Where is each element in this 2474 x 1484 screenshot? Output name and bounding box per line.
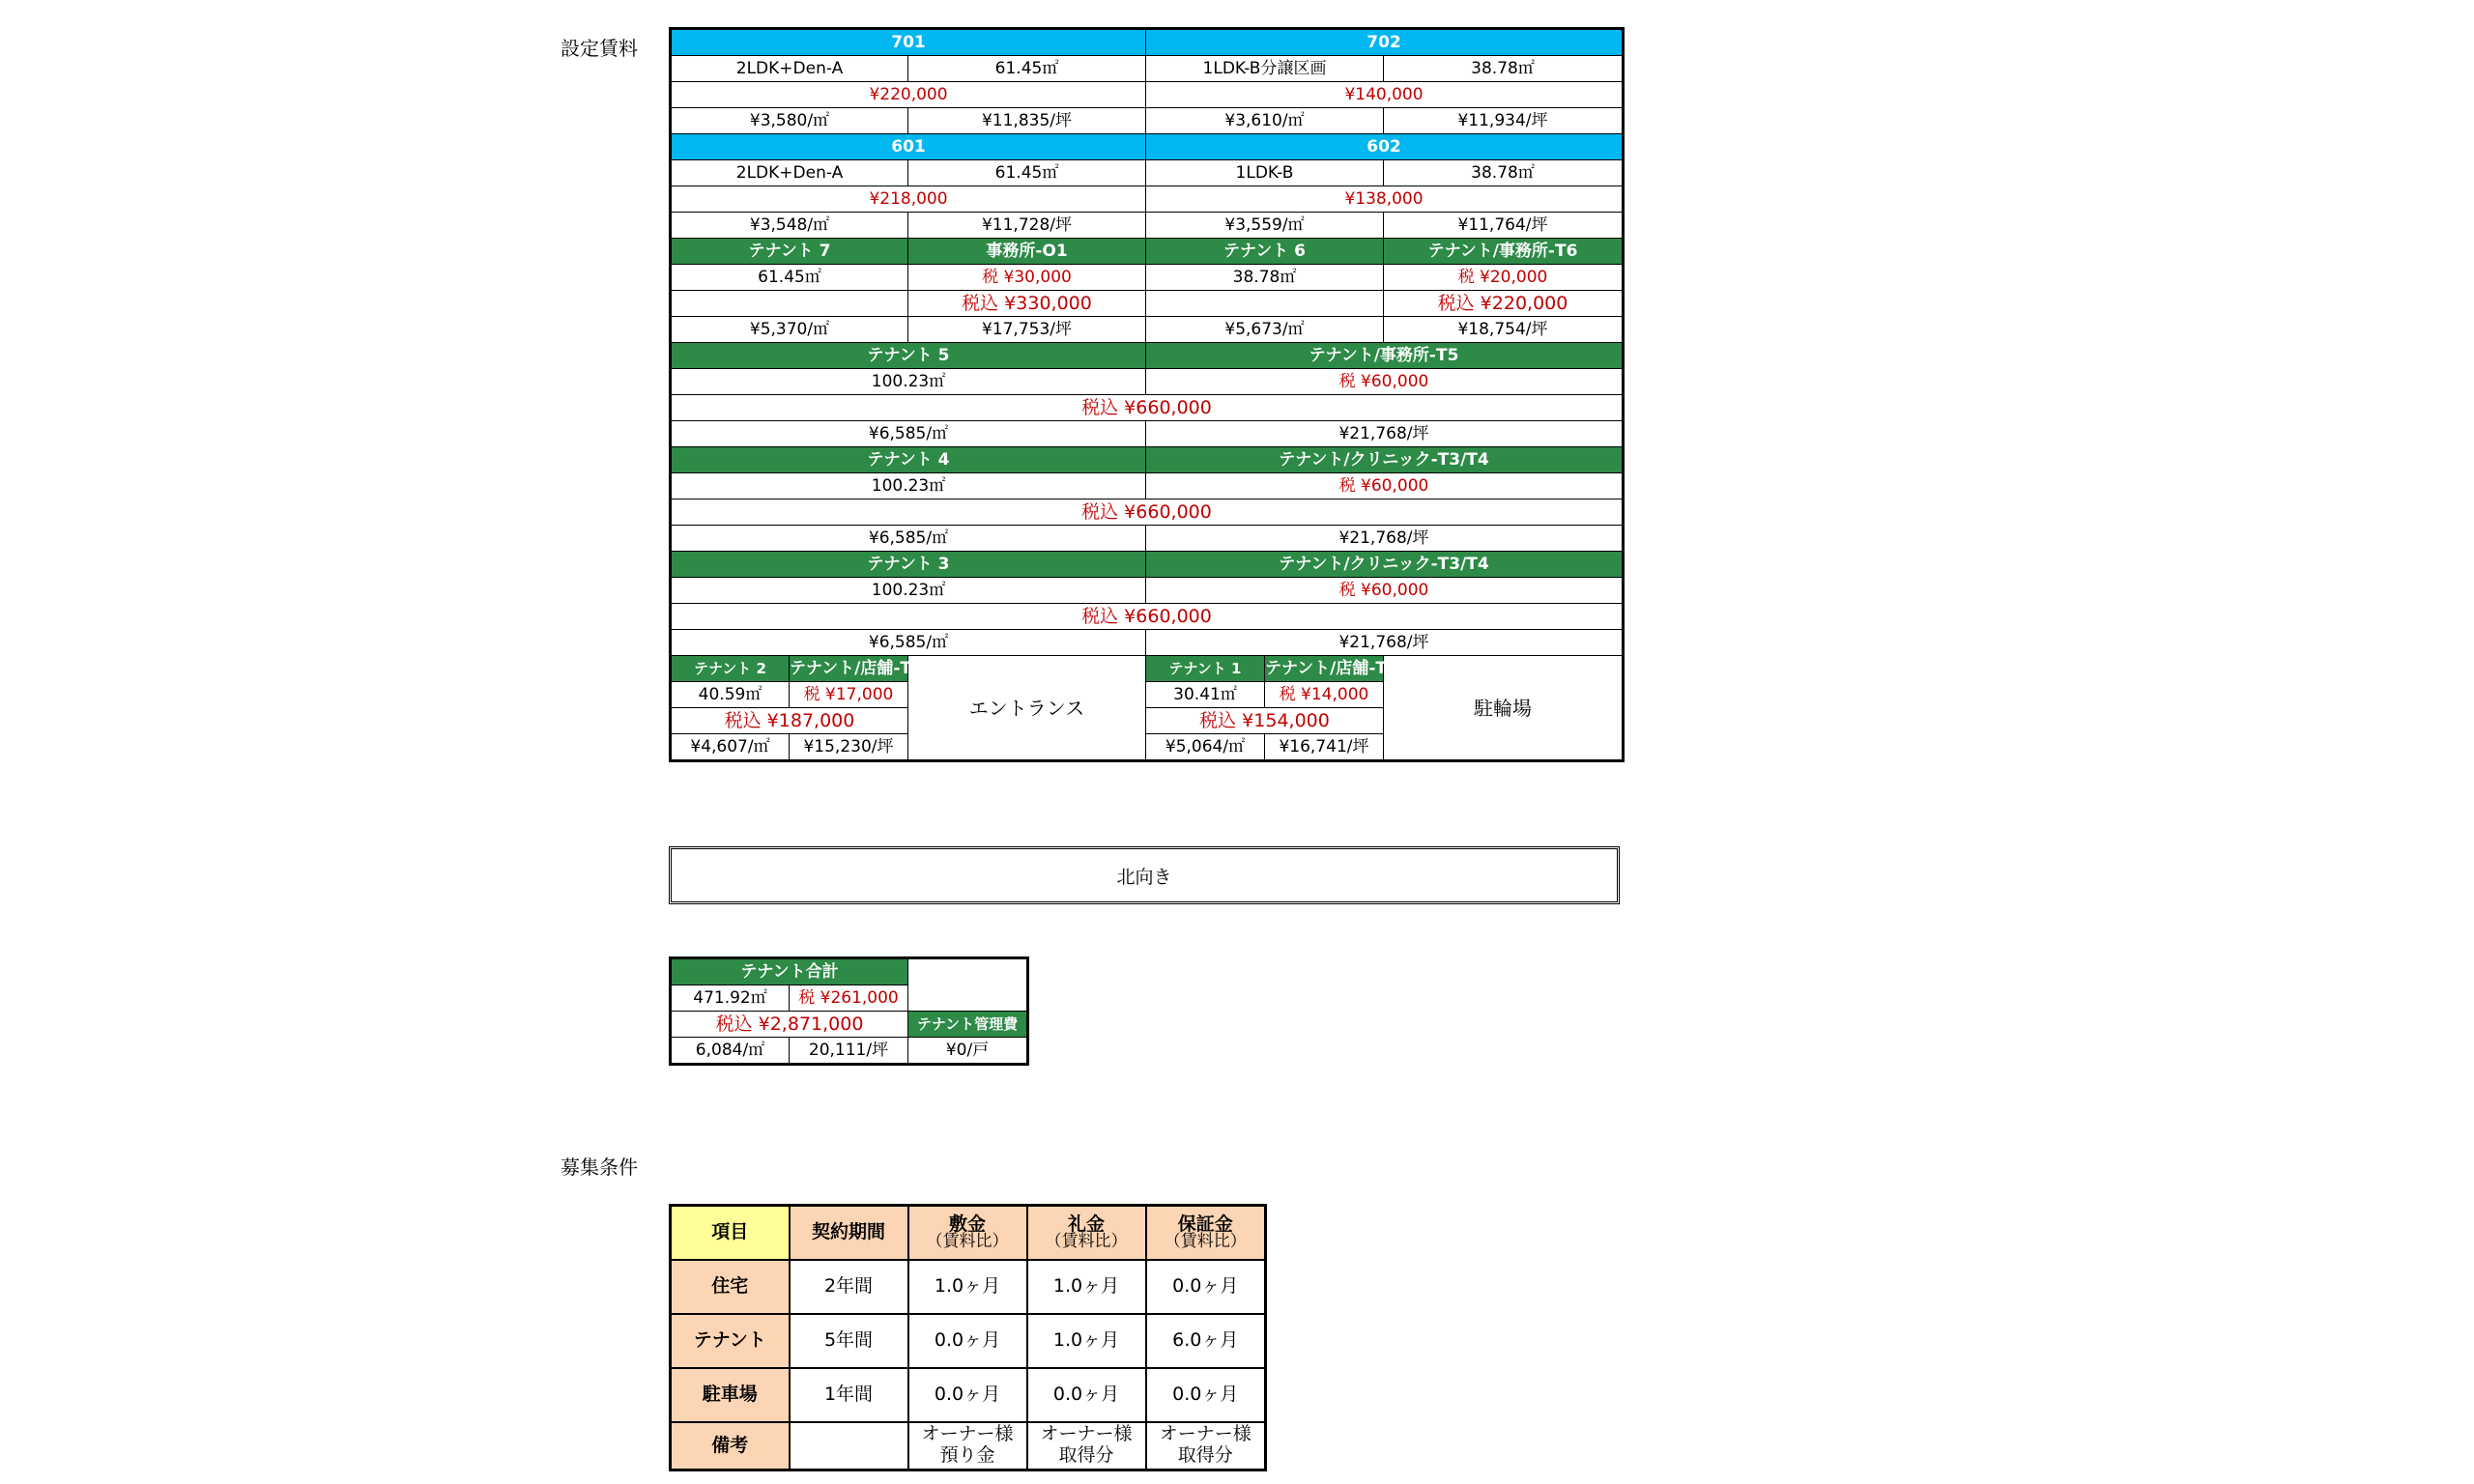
cond-housing-key: 1.0ヶ月 (1027, 1260, 1146, 1314)
tenant-total-amount: 税込 ¥2,871,000 (671, 1012, 908, 1038)
tenant4-name: テナント 4 (671, 447, 1146, 473)
tenant2-name: テナント 2 (671, 656, 790, 682)
cond-parking-key: 0.0ヶ月 (1027, 1368, 1146, 1422)
tenant1-tsubo: ¥16,741/坪 (1265, 734, 1384, 761)
cond-tenant-deposit: 0.0ヶ月 (908, 1314, 1027, 1368)
tenant2-area: 40.59㎡ (671, 682, 790, 708)
tenant6-total: 税込 ¥220,000 (1384, 291, 1624, 317)
tenant1-total: 税込 ¥154,000 (1146, 708, 1384, 734)
unit-602-tsubo: ¥11,764/坪 (1384, 213, 1624, 239)
tenant7-type: 事務所-O1 (908, 239, 1146, 265)
unit-601-plan: 2LDK+Den-A (671, 160, 908, 186)
unit-602-price: ¥138,000 (1146, 186, 1624, 213)
unit-702-price: ¥140,000 (1146, 82, 1624, 108)
cond-housing-guarantee: 0.0ヶ月 (1146, 1260, 1266, 1314)
tenant2-total: 税込 ¥187,000 (671, 708, 908, 734)
cond-tenant-key: 1.0ヶ月 (1027, 1314, 1146, 1368)
cond-remarks-deposit: オーナー様 預り金 (908, 1422, 1027, 1470)
cond-remarks-key: オーナー様 取得分 (1027, 1422, 1146, 1470)
unit-601-area: 61.45㎡ (908, 160, 1146, 186)
unit-601-header: 601 (671, 134, 1146, 160)
north-facing-box: 北向き (669, 846, 1620, 904)
cond-tenant-guarantee: 6.0ヶ月 (1146, 1314, 1266, 1368)
tenant6-sqm: ¥5,673/㎡ (1146, 317, 1384, 343)
cond-header-period: 契約期間 (790, 1206, 908, 1260)
conditions-table (669, 1204, 1267, 1471)
tenant5-name: テナント 5 (671, 343, 1146, 369)
tenant-total-title: テナント合計 (671, 958, 908, 985)
tenant-total-area: 471.92㎡ (671, 985, 790, 1012)
unit-702-header: 702 (1146, 29, 1624, 56)
cond-parking-guarantee: 0.0ヶ月 (1146, 1368, 1266, 1422)
conditions-label: 募集条件 (561, 1156, 638, 1179)
tenant6-area: 38.78㎡ (1146, 265, 1384, 291)
tenant1-type: テナント/店舗-T1 (1265, 656, 1384, 682)
cond-housing-deposit: 1.0ヶ月 (908, 1260, 1027, 1314)
bike-parking-cell: 駐輪場 (1384, 656, 1624, 761)
unit-701-sqm: ¥3,580/㎡ (671, 108, 908, 134)
tenant3-type: テナント/クリニック-T3/T4 (1146, 552, 1624, 578)
tenant1-name: テナント 1 (1146, 656, 1265, 682)
tenant6-tax: 税 ¥20,000 (1384, 265, 1624, 291)
tenant5-sqm: ¥6,585/㎡ (671, 421, 1146, 447)
cond-row-remarks-label: 備考 (671, 1422, 790, 1470)
tenant4-type: テナント/クリニック-T3/T4 (1146, 447, 1624, 473)
cond-row-tenant-label: テナント (671, 1314, 790, 1368)
entrance-cell: エントランス (908, 656, 1146, 761)
tenant-total-sqm: 6,084/㎡ (671, 1038, 790, 1065)
tenant2-tax: 税 ¥17,000 (790, 682, 908, 708)
unit-701-area: 61.45㎡ (908, 56, 1146, 82)
tenant2-sqm: ¥4,607/㎡ (671, 734, 790, 761)
unit-701-plan: 2LDK+Den-A (671, 56, 908, 82)
tenant6-type: テナント/事務所-T6 (1384, 239, 1624, 265)
tenant4-tax: 税 ¥60,000 (1146, 473, 1624, 499)
unit-701-header: 701 (671, 29, 1146, 56)
tenant6-name: テナント 6 (1146, 239, 1384, 265)
tenant3-area: 100.23㎡ (671, 578, 1146, 604)
tenant4-sqm: ¥6,585/㎡ (671, 526, 1146, 552)
tenant-total-tax: 税 ¥261,000 (790, 985, 908, 1012)
tenant4-total: 税込 ¥660,000 (671, 499, 1624, 526)
tenant4-tsubo: ¥21,768/坪 (1146, 526, 1624, 552)
cond-header-item: 項目 (671, 1206, 790, 1260)
tenant6-tsubo: ¥18,754/坪 (1384, 317, 1624, 343)
tenant3-name: テナント 3 (671, 552, 1146, 578)
cond-housing-period: 2年間 (790, 1260, 908, 1314)
unit-701-price: ¥220,000 (671, 82, 1146, 108)
tenant-total-table (669, 956, 1029, 1066)
tenant2-tsubo: ¥15,230/坪 (790, 734, 908, 761)
unit-702-sqm: ¥3,610/㎡ (1146, 108, 1384, 134)
rent-label: 設定賃料 (561, 37, 638, 60)
cond-row-housing-label: 住宅 (671, 1260, 790, 1314)
tenant7-name: テナント 7 (671, 239, 908, 265)
tenant5-area: 100.23㎡ (671, 369, 1146, 395)
tenant1-area: 30.41㎡ (1146, 682, 1265, 708)
cond-parking-deposit: 0.0ヶ月 (908, 1368, 1027, 1422)
unit-601-sqm: ¥3,548/㎡ (671, 213, 908, 239)
tenant2-type: テナント/店舗-T2 (790, 656, 908, 682)
unit-602-sqm: ¥3,559/㎡ (1146, 213, 1384, 239)
tenant7-area: 61.45㎡ (671, 265, 908, 291)
cond-parking-period: 1年間 (790, 1368, 908, 1422)
unit-602-area: 38.78㎡ (1384, 160, 1624, 186)
unit-702-plan: 1LDK-B分譲区画 (1146, 56, 1384, 82)
unit-601-price: ¥218,000 (671, 186, 1146, 213)
cond-header-deposit: 敷金 （賃料比） (908, 1206, 1027, 1260)
tenant3-sqm: ¥6,585/㎡ (671, 630, 1146, 656)
tenant1-tax: 税 ¥14,000 (1265, 682, 1384, 708)
tenant3-tsubo: ¥21,768/坪 (1146, 630, 1624, 656)
tenant7-total: 税込 ¥330,000 (908, 291, 1146, 317)
unit-601-tsubo: ¥11,728/坪 (908, 213, 1146, 239)
unit-702-area: 38.78㎡ (1384, 56, 1624, 82)
tenant5-total: 税込 ¥660,000 (671, 395, 1624, 421)
tenant5-type: テナント/事務所-T5 (1146, 343, 1624, 369)
unit-701-tsubo: ¥11,835/坪 (908, 108, 1146, 134)
tenant3-total: 税込 ¥660,000 (671, 604, 1624, 630)
cond-remarks-guarantee: オーナー様 取得分 (1146, 1422, 1266, 1470)
mgmt-fee-title: テナント管理費 (908, 1012, 1028, 1038)
floor-plan-table (669, 27, 1625, 762)
tenant1-sqm: ¥5,064/㎡ (1146, 734, 1265, 761)
tenant-total-tsubo: 20,111/坪 (790, 1038, 908, 1065)
cond-row-parking-label: 駐車場 (671, 1368, 790, 1422)
tenant7-sqm: ¥5,370/㎡ (671, 317, 908, 343)
unit-702-tsubo: ¥11,934/坪 (1384, 108, 1624, 134)
cond-header-key-money: 礼金 （賃料比） (1027, 1206, 1146, 1260)
cond-remarks-period (790, 1422, 908, 1470)
tenant5-tsubo: ¥21,768/坪 (1146, 421, 1624, 447)
cond-tenant-period: 5年間 (790, 1314, 908, 1368)
cond-header-guarantee: 保証金 （賃料比） (1146, 1206, 1266, 1260)
mgmt-fee-value: ¥0/戸 (908, 1038, 1028, 1065)
tenant5-tax: 税 ¥60,000 (1146, 369, 1624, 395)
tenant7-tax: 税 ¥30,000 (908, 265, 1146, 291)
tenant4-area: 100.23㎡ (671, 473, 1146, 499)
unit-602-plan: 1LDK-B (1146, 160, 1384, 186)
tenant7-tsubo: ¥17,753/坪 (908, 317, 1146, 343)
tenant3-tax: 税 ¥60,000 (1146, 578, 1624, 604)
unit-602-header: 602 (1146, 134, 1624, 160)
